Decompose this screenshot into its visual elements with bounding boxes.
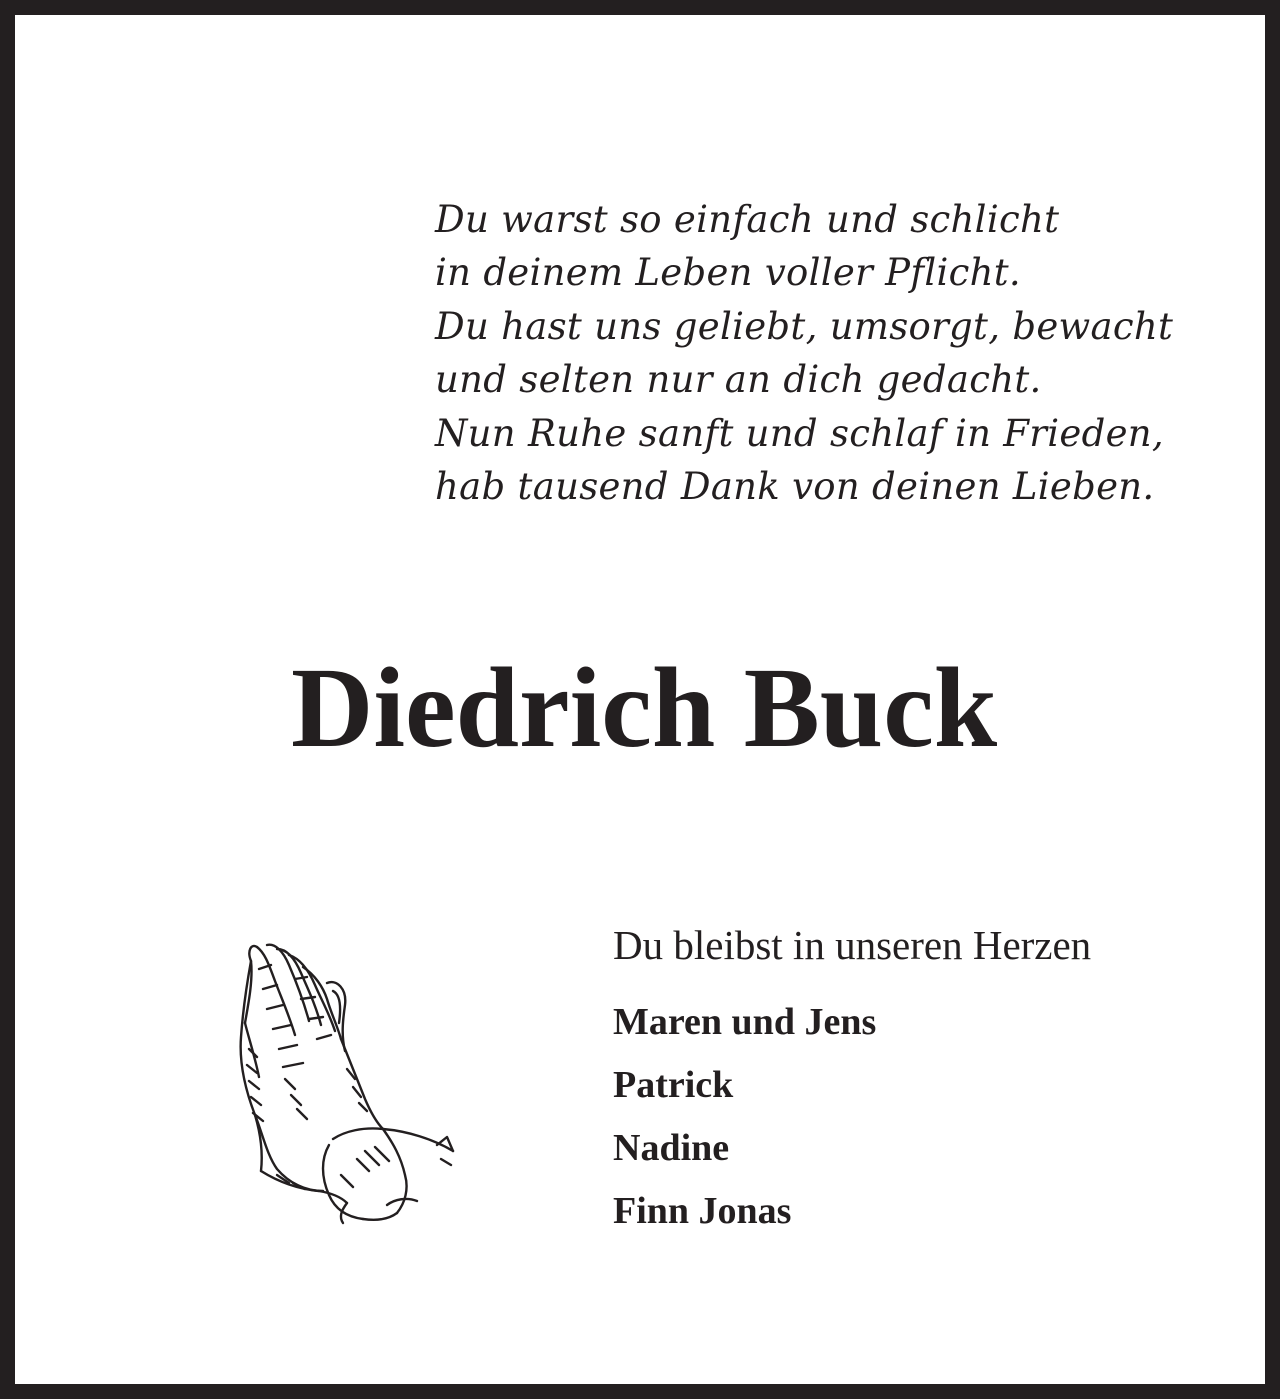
closing-line: Du bleibst in unseren Herzen <box>613 922 1092 968</box>
deceased-name: Diedrich Buck <box>291 644 998 771</box>
poem-line: in deinem Leben voller Pflicht. <box>435 251 1021 295</box>
mourner-name: Patrick <box>613 1064 734 1106</box>
praying-hands-icon <box>237 939 463 1225</box>
poem-line: hab tausend Dank von deinen Lieben. <box>435 465 1155 509</box>
poem <box>435 193 1255 513</box>
mourners-list <box>613 991 876 1243</box>
poem-line: und selten nur an dich gedacht. <box>435 358 1042 402</box>
poem-line: Du hast uns geliebt, umsorgt, bewacht <box>435 304 1174 348</box>
mourner-name: Maren und Jens <box>613 1001 877 1043</box>
poem-line: Du warst so einfach und schlicht <box>435 198 1060 241</box>
mourner-name: Nadine <box>613 1127 730 1169</box>
poem-line: Nun Ruhe sanft und schlaf in Frieden, <box>435 411 1164 455</box>
mourner-name: Finn Jonas <box>613 1190 792 1232</box>
